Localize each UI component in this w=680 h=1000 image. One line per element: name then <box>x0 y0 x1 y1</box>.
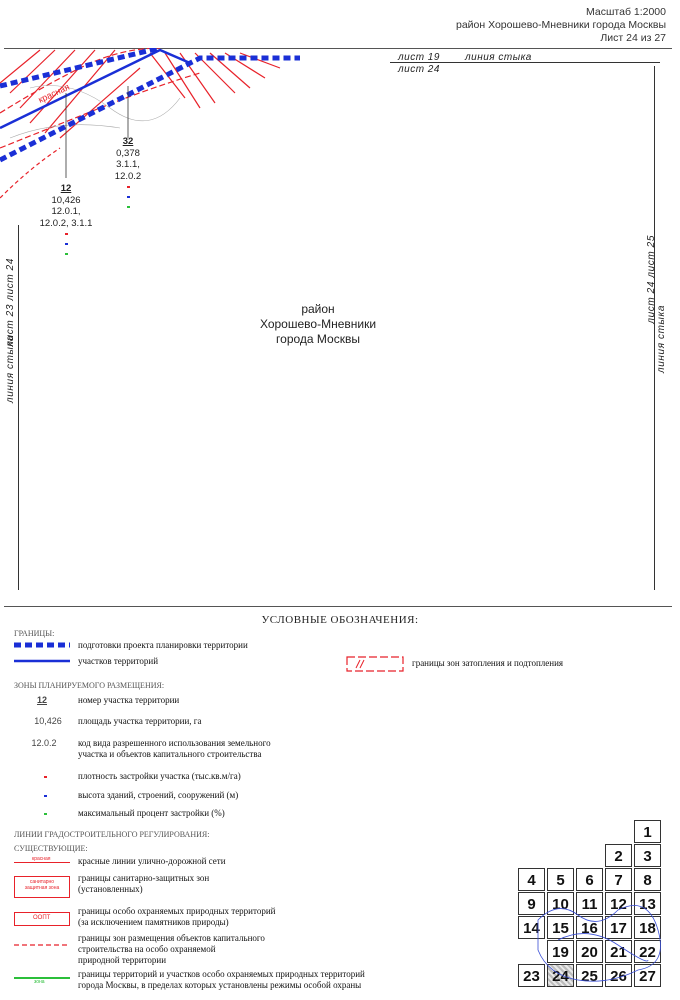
density-marker <box>65 233 68 235</box>
sheet-index-cell-6[interactable]: 6 <box>576 868 603 891</box>
sheet-index-cell-23[interactable]: 23 <box>518 964 545 987</box>
map-header <box>456 6 666 45</box>
legend-regulation-header: ЛИНИИ ГРАДОСТРОИТЕЛЬНОГО РЕГУЛИРОВАНИЯ: <box>14 830 210 839</box>
junction-left-sheets: лист 23 лист 24 <box>5 258 16 347</box>
legend-height-text: высота зданий, строений, сооружений (м) <box>78 790 239 800</box>
sheet-index-cell-1[interactable]: 1 <box>634 820 661 843</box>
sheet-index-cell-27[interactable]: 27 <box>634 964 661 987</box>
sheet-index-cell-5[interactable]: 5 <box>547 868 574 891</box>
junction-sheet-24: лист 24 <box>398 64 440 75</box>
junction-right-line: линия стыка <box>656 305 667 373</box>
sheet-number: Лист 24 из 27 <box>600 32 666 44</box>
sheet-index-cell-22[interactable]: 22 <box>634 940 661 963</box>
district-outline <box>518 820 666 992</box>
junction-right-sheets: лист 24 лист 25 <box>646 235 657 324</box>
protected-area-symbol: ООПТ <box>14 912 70 926</box>
height-legend-marker <box>44 795 47 797</box>
percent-legend-marker <box>44 813 47 815</box>
junction-sheet-19: лист 19 <box>398 52 440 63</box>
parcel-code: 12.0.2, 3.1.1 <box>39 217 93 229</box>
legend-zones-header: ЗОНЫ ПЛАНИРУЕМОГО РАЗМЕЩЕНИЯ: <box>14 681 165 690</box>
legend-planning-border: подготовки проекта планировки территории <box>78 640 248 650</box>
sheet-index-cell-12[interactable]: 12 <box>605 892 632 915</box>
height-marker <box>65 243 68 245</box>
sheet-index-cell-8[interactable]: 8 <box>634 868 661 891</box>
legend-title: УСЛОВНЫЕ ОБОЗНАЧЕНИЯ: <box>261 614 419 626</box>
area-border <box>0 50 190 128</box>
sheet-index-cell-10[interactable]: 10 <box>547 892 574 915</box>
parcel-code: 3.1.1, <box>116 159 140 170</box>
parcel-area: 10,426 <box>51 194 81 206</box>
legend-protected-text: границы особо охраняемых природных территорий (за исключением памятников природы) <box>78 906 276 927</box>
legend-sample-number: 12 <box>36 695 47 705</box>
sheet-index-cell-19[interactable]: 19 <box>547 940 574 963</box>
legend-red-lines-text: красные линии улично-дорожной сети <box>78 856 226 866</box>
percent-marker <box>65 253 68 255</box>
legend-density-text: плотность застройки участка (тыс.кв.м/га) <box>78 771 241 781</box>
parcel-number: 32 <box>122 136 134 147</box>
planning-border-symbol <box>14 641 70 649</box>
height-marker <box>127 196 130 198</box>
percent-marker <box>127 206 130 208</box>
sheet-index-cell-2[interactable]: 2 <box>605 844 632 867</box>
sheet-index-cell-13[interactable]: 13 <box>634 892 661 915</box>
sheet-index-cell-20[interactable]: 20 <box>576 940 603 963</box>
sheet-index-cell-14[interactable]: 14 <box>518 916 545 939</box>
sheet-index-cell-11[interactable]: 11 <box>576 892 603 915</box>
legend-sample-code: 12.0.2 <box>31 738 57 748</box>
red-line-symbol: красная <box>14 857 70 867</box>
parcel-code: 12.0.1, <box>51 206 81 217</box>
junction-line-label-top: линия стыка <box>465 52 532 63</box>
legend-green-text: границы территорий и участков особо охраняемых природных территорий города Москвы, в пределах которых установлены режимы особой охраны <box>78 969 365 990</box>
legend-number-text: номер участка территории <box>78 695 180 705</box>
sheet-index-cell-24[interactable]: 24 <box>547 964 574 987</box>
district-line: район <box>301 302 335 316</box>
area-border-symbol <box>14 658 70 664</box>
sheet-index-cell-7[interactable]: 7 <box>605 868 632 891</box>
legend-sample-area: 10,426 <box>34 716 62 726</box>
sheet-index-cell-26[interactable]: 26 <box>605 964 632 987</box>
legend-flood-zones: границы зон затопления и подтопления <box>412 658 564 668</box>
green-zone-symbol: зона <box>14 974 70 984</box>
district-title: район Хорошево-Мневники города Москвы <box>455 19 666 31</box>
legend-borders-header: ГРАНИЦЫ: <box>14 629 55 638</box>
junction-line-right <box>654 66 655 590</box>
parcel-label-12 <box>34 183 98 255</box>
sheet-index-cell-4[interactable]: 4 <box>518 868 545 891</box>
legend-existing-header: СУЩЕСТВУЮЩИЕ: <box>14 844 88 853</box>
sheet-index-cell-15[interactable]: 15 <box>547 916 574 939</box>
red-line-label: красная <box>36 81 72 105</box>
sanitary-zone-symbol: санитарно защитная зона <box>14 876 70 898</box>
legend-placement-text: границы зон размещения объектов капитального строительства на особо охраняемой природной территории <box>78 933 265 965</box>
district-label <box>238 302 398 347</box>
junction-left-line: линия стыка <box>5 335 16 403</box>
district-line: города Москвы <box>276 332 360 346</box>
parcel-area: 0,378 <box>116 147 140 159</box>
density-legend-marker <box>44 776 47 778</box>
sheet-index-cell-21[interactable]: 21 <box>605 940 632 963</box>
junction-line-left <box>18 225 19 590</box>
density-marker <box>127 186 130 188</box>
legend-percent-text: максимальный процент застройки (%) <box>78 808 225 818</box>
parcel-label-32 <box>104 136 152 208</box>
sheet-index-cell-25[interactable]: 25 <box>576 964 603 987</box>
parcel-code: 12.0.2 <box>114 170 142 182</box>
legend-sanitary-text: границы санитарно-защитных зон (установленных) <box>78 873 210 894</box>
parcel-number: 12 <box>60 183 72 194</box>
scale-label: Масштаб 1:2000 <box>586 6 666 18</box>
sheet-index <box>518 820 666 992</box>
sheet-index-cell-3[interactable]: 3 <box>634 844 661 867</box>
legend-area-text: площадь участка территории, га <box>78 716 202 726</box>
legend-area-border: участков территорий <box>78 656 159 666</box>
sheet-index-cell-17[interactable]: 17 <box>605 916 632 939</box>
sheet-index-cell-9[interactable]: 9 <box>518 892 545 915</box>
sheet-index-cell-18[interactable]: 18 <box>634 916 661 939</box>
legend-code-text: код вида разрешенного использования земельного участка и объектов капитального строительства <box>78 738 271 759</box>
planning-border-1 <box>0 48 160 86</box>
sheet-index-cell-16[interactable]: 16 <box>576 916 603 939</box>
placement-zone-symbol <box>14 942 70 948</box>
district-line: Хорошево-Мневники <box>259 317 377 331</box>
flood-zone-symbol <box>346 656 404 672</box>
